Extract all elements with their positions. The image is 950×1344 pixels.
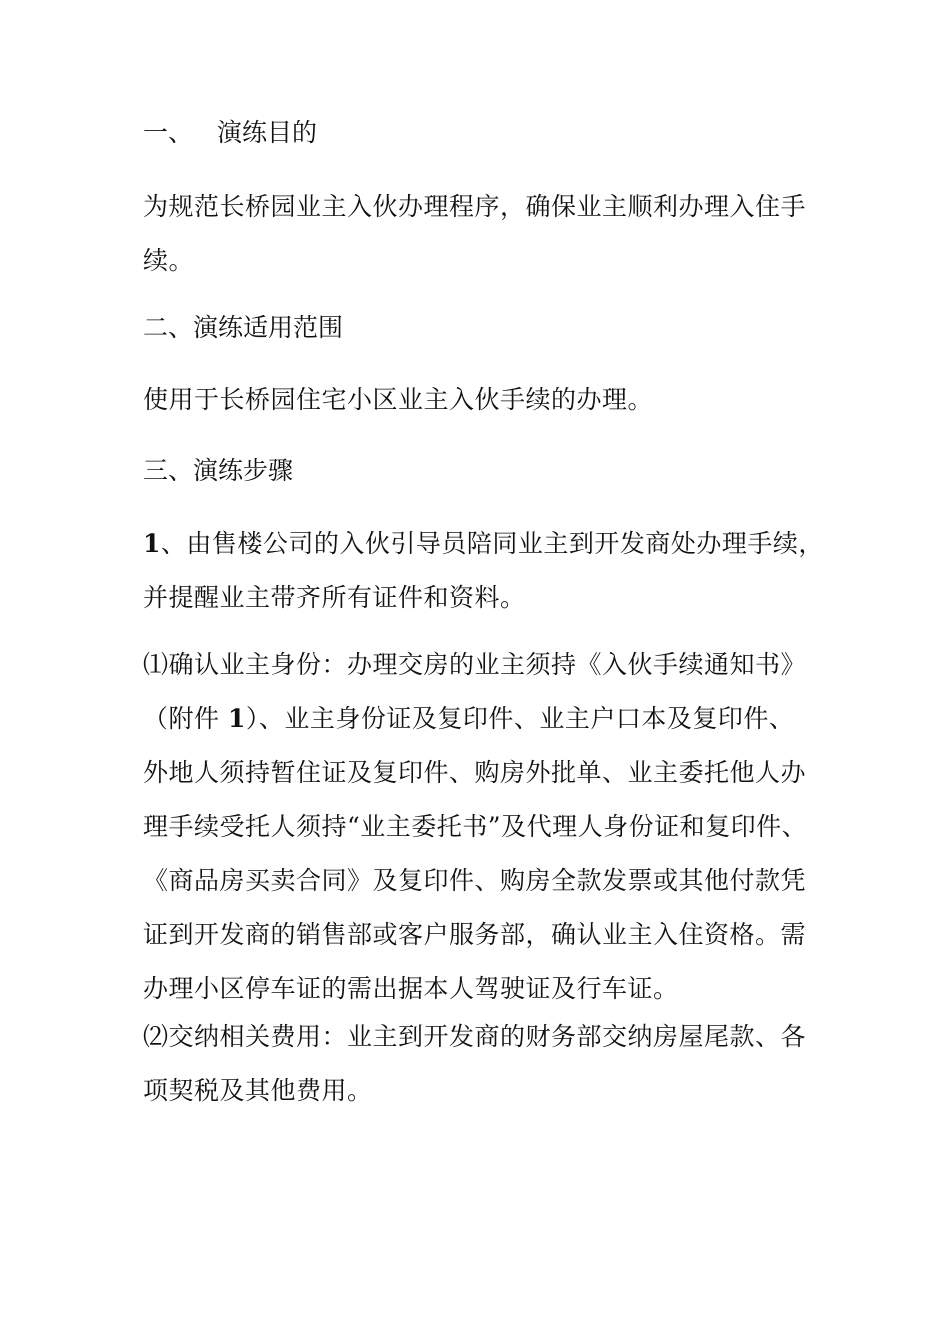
step-text: 、由售楼公司的入伙引导员陪同业主到开发商处办理手续， [160, 529, 824, 558]
line-text: ）、业主身份证及复印件、业主户口本及复印件、 [245, 704, 795, 733]
paragraph-line [143, 692, 813, 746]
item-2-paragraph [143, 1010, 813, 1118]
section-heading-purpose [143, 106, 317, 160]
step-1-paragraph [143, 517, 824, 625]
section-heading-scope: 二、演练适用范围 [143, 313, 344, 342]
paragraph-line: 《商品房买卖合同》及复印件、购房全款发票或其他付款凭 [143, 866, 807, 895]
paragraph-line: 并提醒业主带齐所有证件和资料。 [143, 583, 526, 612]
paragraph-line: ⑵交纳相关费用：业主到开发商的财务部交纳房屋尾款、各 [143, 1022, 807, 1051]
paragraph-line: 续。 [143, 246, 195, 275]
paragraph-line: 证到开发商的销售部或客户服务部，确认业主入住资格。需 [143, 920, 807, 949]
step-number: 1 [143, 529, 161, 558]
paragraph-line: 办理小区停车证的需出据本人驾驶证及行车证。 [143, 974, 679, 1003]
paragraph-line: 外地人须持暂住证及复印件、购房外批单、业主委托他人办 [143, 758, 807, 787]
paragraph-line [143, 517, 824, 571]
paragraph-line: 理手续受托人须持“业主委托书”及代理人身份证和复印件、 [143, 812, 808, 841]
attachment-number: 1 [227, 704, 246, 733]
paragraph-line: 使用于长桥园住宅小区业主入伙手续的办理。 [143, 385, 654, 414]
paragraph-line: ⑴确认业主身份：办理交房的业主须持《入伙手续通知书》 [143, 650, 807, 679]
line-text: （附件 [143, 704, 228, 733]
paragraph-scope [143, 373, 813, 427]
paragraph-line: 为规范长桥园业主入伙办理程序，确保业主顺利办理入住手 [143, 192, 807, 221]
item-1-paragraph [143, 638, 813, 1016]
heading-prefix: 一、 [143, 118, 194, 147]
paragraph-line: 项契税及其他费用。 [143, 1076, 373, 1105]
heading-text: 演练目的 [217, 118, 318, 147]
paragraph-purpose [143, 180, 813, 288]
section-heading-steps: 三、演练步骤 [143, 456, 294, 485]
